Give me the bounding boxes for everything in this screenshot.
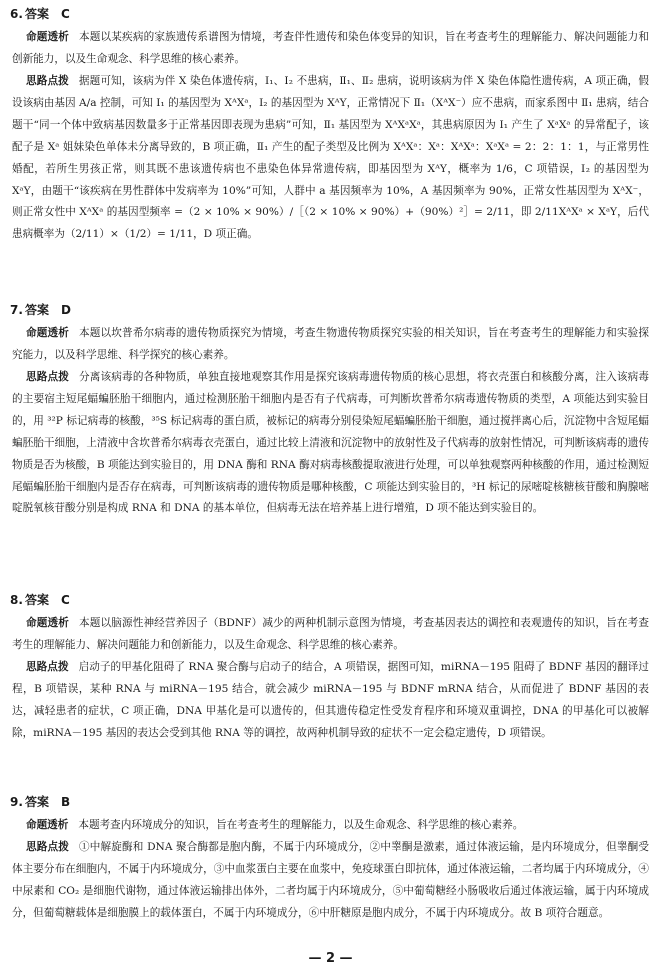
question-9-hint bbox=[12, 837, 649, 925]
hint-text: 据题可知，该病为伴 X 染色体遗传病，Ⅰ₁、Ⅰ₂ 不患病，Ⅱ₁、Ⅱ₂ 患病，说明该病为伴 X 染色体隐性遗传病，A 项正确，假设该病由基因 A/a 控制，可知 Ⅰ₁ 的基因型为 XᴬXᵃ，Ⅰ₂ 的基因型为 XᴬY，正常情况下 Ⅱ₁（XᴬX⁻）应不患病，而家系图中 Ⅱ₁ 患病，结合题干“同一个体中致病基因数量多于正常基因即表现为患病”可知，Ⅱ₁ 基因型为 XᴬXᵃXᵃ，其患病原因为 Ⅰ₁ 产生了 XᵃXᵃ 的异常配子，该配子是 Xᵃ 姐妹染色单体未分离导致的，B 项正确，Ⅱ₁ 产生的配子类型及比例为 XᴬXᵃ：Xᵃ：XᴬXᵃ：XᵃXᵃ = 2：2：1：1，与正常男性婚配，若所生男孩正常，则其既不患该遗传病也不患染色体异常遗传病，即基因型为 XᴬY，概率为 1/6，C 项错误，Ⅰ₂ 的基因型为 XᵃY，由题干“该疾病在男性群体中发病率为 10%”可知，人群中 a 基因频率为 10%，A 基因频率为 90%，正常女性基因型为 XᴬX⁻，则正常女性中 XᴬXᵃ 的基因型频率 =（2 × 10% × 90%）/［（2 × 10% × 90%）+（90%）²］= 2/11，即 2/11XᴬXᵃ × XᵃY，后代患病概率为（2/11）×（1/2）= 1/11，D 项正确。 bbox=[12, 75, 649, 241]
hint-label: 思路点拨 bbox=[26, 75, 69, 87]
answer-letter: C bbox=[61, 7, 70, 21]
question-number: 6. bbox=[10, 7, 23, 21]
answer-label: 答案 bbox=[25, 7, 50, 21]
hint-label: 思路点拨 bbox=[26, 661, 69, 673]
answer-label: 答案 bbox=[25, 303, 50, 317]
analysis-text: 本题以坎普希尔病毒的遗传物质探究为情境，考查生物遗传物质探究实验的相关知识，旨在考查考生的理解能力和实验探究能力，以及科学思维、科学探究的核心素养。 bbox=[12, 327, 649, 361]
question-9-answer-line bbox=[10, 792, 70, 812]
question-number: 8. bbox=[10, 593, 23, 607]
question-6-hint bbox=[12, 71, 649, 246]
question-6-analysis bbox=[12, 27, 649, 71]
hint-text: 启动子的甲基化阻碍了 RNA 聚合酶与启动子的结合，A 项错误，据图可知，miRNA－195 阻碍了 BDNF 基因的翻译过程，B 项错误，某种 RNA 与 miRNA－195 结合，就会减少 miRNA－195 与 BDNF mRNA 结合，从而促进了 BDNF 基因的表达，减轻患者的症状，C 项正确，DNA 甲基化是可以遗传的，但其遗传稳定性受发育程序和环境双重调控，DNA 的甲基化可以被解除，miRNA－195 基因的表达会受到其他 RNA 等的调控，故两种机制导致的症状不一定会稳定遗传，D 项错误。 bbox=[12, 661, 650, 739]
answer-label: 答案 bbox=[25, 593, 50, 607]
question-number: 7. bbox=[10, 303, 23, 317]
analysis-text: 本题以脑源性神经营养因子（BDNF）减少的两种机制示意图为情境，考查基因表达的调控和表观遗传的知识，旨在考查考生的理解能力、解决问题能力和创新能力，以及生命观念、科学思维的核心素养。 bbox=[12, 617, 650, 651]
answer-letter: C bbox=[61, 593, 70, 607]
question-7-answer-line bbox=[10, 300, 71, 320]
question-8-answer-line bbox=[10, 590, 70, 610]
question-7-analysis bbox=[12, 323, 649, 367]
answer-letter: D bbox=[61, 303, 71, 317]
question-8-hint bbox=[12, 657, 649, 745]
question-8-analysis bbox=[12, 613, 649, 657]
hint-label: 思路点拨 bbox=[26, 371, 70, 383]
question-9-analysis bbox=[12, 815, 649, 837]
analysis-label: 命题透析 bbox=[26, 31, 70, 43]
question-number: 9. bbox=[10, 795, 23, 809]
analysis-label: 命题透析 bbox=[26, 617, 69, 629]
analysis-label: 命题透析 bbox=[26, 327, 70, 339]
analysis-text: 本题以某疾病的家族遗传系谱图为情境，考查伴性遗传和染色体变异的知识，旨在考查考生的理解能力、解决问题能力和创新能力，以及生命观念、科学思维的核心素养。 bbox=[12, 31, 649, 65]
question-7-hint bbox=[12, 367, 649, 520]
page-number: — 2 — bbox=[308, 951, 353, 966]
hint-text: 分离该病毒的各种物质，单独直接地观察其作用是探究该病毒遗传物质的核心思想，将衣壳蛋白和核酸分离，注入该病毒的主要宿主短尾蝠蝙胚胎干细胞内，通过检测胚胎干细胞内是否有子代病毒，可判断坎普希尔病毒遗传物质的类型，A 项能达到实验目的，用 ³²P 标记病毒的核酸，³⁵S 标记病毒的蛋白质，被标记的病毒分别侵染短尾蝠蝙胚胎干细胞，通过搅拌离心后，沉淀物中含短尾蝠蝙胚胎干细胞，上清液中含坎普希尔病毒衣壳蛋白，通过比较上清液和沉淀物中的放射性及子代病毒的放射性情况，可判断该病毒的遗传物质是否为核酸，B 项能达到实验目的，用 DNA 酶和 RNA 酶对病毒核酸提取液进行处理，可以单独观察两种核酸的作用，通过检测短尾蝠蝙胚胎干细胞内是否存在病毒，可判断该病毒的遗传物质是哪种核酸，C 项能达到实验目的，³H 标记的尿嘧啶核糖核苷酸和胸腺嘧啶脱氧核苷酸分别是构成 RNA 和 DNA 的基本单位，但病毒无法在培养基上进行增殖，D 项不能达到实验目的。 bbox=[12, 371, 649, 515]
analysis-text: 本题考查内环境成分的知识，旨在考查考生的理解能力，以及生命观念、科学思维的核心素养。 bbox=[78, 819, 524, 831]
hint-text: ①中解旋酶和 DNA 聚合酶都是胞内酶，不属于内环境成分，②中睾酮是激素，通过体液运输，是内环境成分，但睾酮受体主要分布在细胞内，不属于内环境成分，③中血浆蛋白主要在血浆中，免疫球蛋白即抗体，通过体液运输，二者均属于内环境成分，④中尿素和 CO₂ 是细胞代谢物，通过体液运输排出体外，二者均属于内环境成分，⑤中葡萄糖经小肠吸收后通过体液运输，属于内环境成分，但葡萄糖载体是细胞膜上的载体蛋白，不属于内环境成分，⑥中肝糖原是胞内成分，不属于内环境成分。故 B 项符合题意。 bbox=[12, 841, 649, 919]
answer-label: 答案 bbox=[25, 795, 50, 809]
question-6-answer-line bbox=[10, 4, 70, 24]
analysis-label: 命题透析 bbox=[26, 819, 69, 831]
answer-letter: B bbox=[61, 795, 71, 809]
hint-label: 思路点拨 bbox=[26, 841, 70, 853]
